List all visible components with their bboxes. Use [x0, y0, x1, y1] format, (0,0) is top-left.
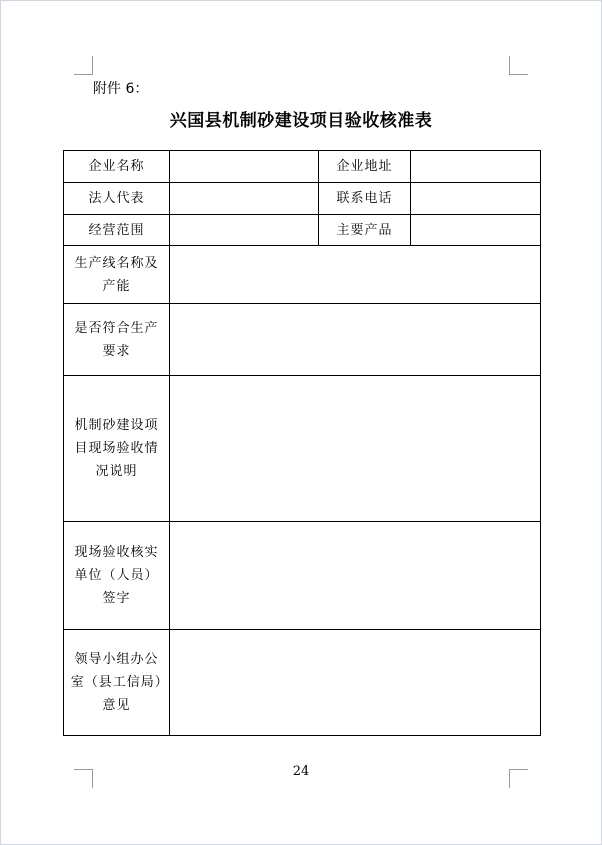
- label-site-inspection: 机制砂建设项目现场验收情况说明: [64, 376, 170, 522]
- field-company-address[interactable]: [411, 151, 541, 183]
- document-title: 兴国县机制砂建设项目验收核准表: [169, 111, 433, 131]
- label-main-products: 主要产品: [319, 215, 411, 246]
- field-contact-phone[interactable]: [411, 183, 541, 215]
- field-main-products[interactable]: [411, 215, 541, 246]
- crop-mark-top-left: [74, 56, 93, 75]
- label-company-name: 企业名称: [64, 151, 170, 183]
- approval-form-table: [63, 150, 541, 736]
- label-inspector-signature: 现场验收核实单位（人员）签字: [64, 522, 170, 630]
- attachment-label: 附件 6：: [93, 81, 149, 97]
- label-meets-requirements: 是否符合生产要求: [64, 304, 170, 376]
- label-contact-phone: 联系电话: [319, 183, 411, 215]
- field-production-line[interactable]: [170, 246, 541, 304]
- label-production-line: 生产线名称及产能: [64, 246, 170, 304]
- label-business-scope: 经营范围: [64, 215, 170, 246]
- field-business-scope[interactable]: [170, 215, 319, 246]
- label-office-opinion: 领导小组办公室（县工信局）意见: [64, 630, 170, 736]
- field-inspector-signature[interactable]: [170, 522, 541, 630]
- field-office-opinion[interactable]: [170, 630, 541, 736]
- field-meets-requirements[interactable]: [170, 304, 541, 376]
- crop-mark-top-right: [509, 56, 528, 75]
- field-site-inspection[interactable]: [170, 376, 541, 522]
- label-legal-representative: 法人代表: [64, 183, 170, 215]
- page-number: 24: [292, 764, 310, 779]
- label-company-address: 企业地址: [319, 151, 411, 183]
- field-legal-representative[interactable]: [170, 183, 319, 215]
- field-company-name[interactable]: [170, 151, 319, 183]
